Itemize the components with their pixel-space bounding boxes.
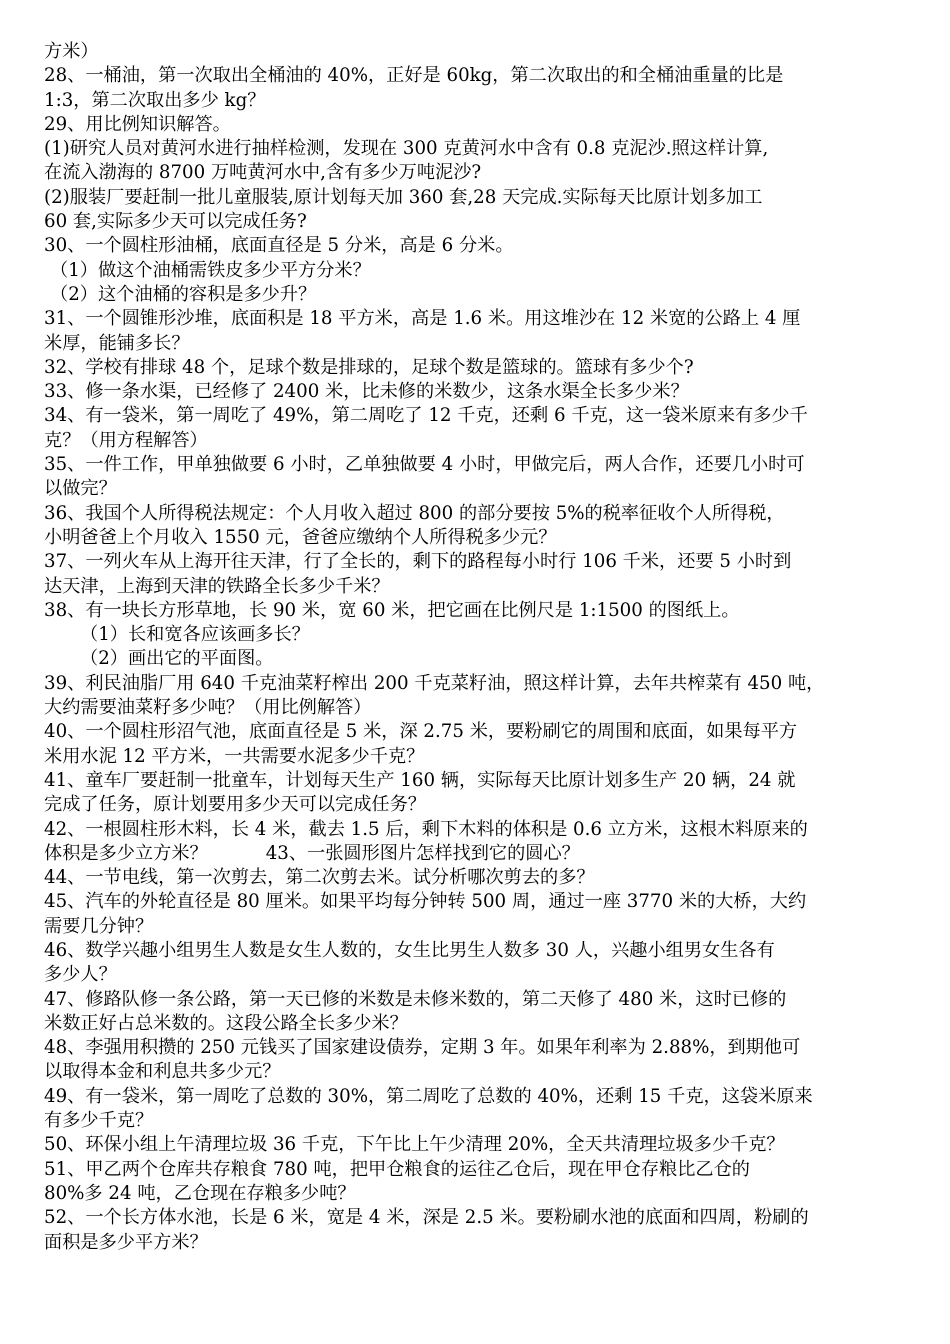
text-line: （1）长和宽各应该画多长？: [80, 624, 310, 646]
question-43: 43、一张圆形图片怎样找到它的圆心？: [265, 842, 580, 864]
text-line: 米数正好占总米数的。这段公路全长多少米？: [44, 1012, 408, 1034]
question-49: 49、有一袋米，第一周吃了总数的 30%，第二周吃了总数的 40%，还剩 15 千克，这袋米原来: [44, 1085, 813, 1107]
text-line: 米厚，能铺多长？: [44, 332, 190, 354]
text-line: 方米）: [44, 41, 99, 62]
question-41: 41、童车厂要赶制一批童车，计划每天生产 160 辆，实际每天比原计划多生产 20 辆，24 就: [44, 769, 796, 791]
question-36: 36、我国个人所得税法规定：个人月收入超过 800 的部分要按 5%的税率征收个人所得税，: [44, 502, 785, 524]
text-line: 在流入渤海的 8700 万吨黄河水中,含有多少万吨泥沙?: [44, 162, 482, 184]
text-line: 大约需要油菜籽多少吨？（用比例解答）: [44, 697, 372, 719]
question-40: 40、一个圆柱形沼气池，底面直径是 5 米，深 2.75 米，要粉刷它的周围和底面，如果每平方: [44, 721, 798, 743]
question-44: 44、一节电线，第一次剪去，第二次剪去米。试分析哪次剪去的多？: [44, 867, 595, 889]
question-35: 35、一件工作，甲单独做要 6 小时，乙单独做要 4 小时，甲做完后，两人合作，还要几小时可: [44, 454, 805, 476]
question-48: 48、李强用积攒的 250 元钱买了国家建设债券，定期 3 年。如果年利率为 2.88%，到期他可: [44, 1037, 801, 1059]
question-37: 37、一列火车从上海开往天津，行了全长的，剩下的路程每小时行 106 千米，还要 5 小时到: [44, 551, 792, 573]
text-line: 克？（用方程解答）: [44, 429, 208, 451]
question-39: 39、利民油脂厂用 640 千克油菜籽榨出 200 千克菜籽油，照这样计算，去年共榨菜有 450 吨，: [44, 672, 825, 694]
question-42: 42、一根圆柱形木料，长 4 米，截去 1.5 后，剩下木料的体积是 0.6 立方米，这根木料原来的: [44, 818, 808, 840]
text-line: 有多少千克？: [44, 1110, 154, 1132]
question-52: 52、一个长方体水池，长是 6 米，宽是 4 米，深是 2.5 米。要粉刷水池的底面和四周，粉刷的: [44, 1207, 809, 1229]
question-32: 32、学校有排球 48 个，足球个数是排球的，足球个数是篮球的。篮球有多少个?: [44, 356, 694, 378]
text-line: 小明爸爸上个月收入 1550 元，爸爸应缴纳个人所得税多少元？: [44, 526, 557, 548]
text-line: （2）这个油桶的容积是多少升？: [50, 283, 317, 305]
text-line: 多少人？: [44, 964, 117, 986]
question-34: 34、有一袋米，第一周吃了 49%，第二周吃了 12 千克，还剩 6 千克，这一袋米原来有多少千: [44, 405, 808, 427]
text-line: 1:3，第二次取出多少 kg？: [44, 89, 266, 111]
text-line: (2)服装厂要赶制一批儿童服装,原计划每天加 360 套,28 天完成.实际每天比原计划多加工: [44, 186, 763, 208]
question-29: 29、用比例知识解答。: [44, 113, 231, 135]
text-line: 面积是多少平方米？: [44, 1231, 208, 1253]
question-30: 30、一个圆柱形油桶，底面直径是 5 分米，高是 6 分米。: [44, 235, 514, 257]
text-line: 以取得本金和利息共多少元？: [44, 1061, 281, 1083]
question-33: 33、修一条水渠，已经修了 2400 米，比未修的米数少，这条水渠全长多少米？: [44, 381, 689, 403]
text-line: 60 套,实际多少天可以完成任务?: [44, 211, 307, 233]
question-51: 51、甲乙两个仓库共存粮食 780 吨，把甲仓粮食的运往乙仓后，现在甲仓存粮比乙仓的: [44, 1158, 750, 1180]
question-47: 47、修路队修一条公路，第一天已修的米数是未修米数的，第二天修了 480 米，这时已修的: [44, 988, 787, 1010]
question-46: 46、数学兴趣小组男生人数是女生人数的，女生比男生人数多 30 人，兴趣小组男女生各有: [44, 939, 775, 961]
text-line: 完成了任务，原计划要用多少天可以完成任务？: [44, 794, 426, 816]
question-28: 28、一桶油，第一次取出全桶油的 40%，正好是 60kg，第二次取出的和全桶油重量的比是: [44, 65, 784, 87]
text-line: [44, 842, 910, 866]
question-31: 31、一个圆锥形沙堆，底面积是 18 平方米，高是 1.6 米。用这堆沙在 12 米宽的公路上 4 厘: [44, 308, 801, 330]
text-line: (1)研究人员对黄河水进行抽样检测，发现在 300 克黄河水中含有 0.8 克泥沙.照这样计算,: [44, 138, 769, 160]
text-line: 80%多 24 吨，乙仓现在存粮多少吨？: [44, 1182, 356, 1204]
question-42-end: 体积是多少立方米？: [44, 842, 208, 864]
question-45: 45、汽车的外轮直径是 80 厘米。如果平均每分钟转 500 周，通过一座 3770 米的大桥，大约: [44, 891, 807, 913]
text-line: （2）画出它的平面图。: [80, 648, 274, 670]
question-50: 50、环保小组上午清理垃圾 36 千克，下午比上午少清理 20%，全天共清理垃圾多少千克？: [44, 1134, 785, 1156]
text-line: 达天津，上海到天津的铁路全长多少千米？: [44, 575, 390, 597]
text-line: 需要几分钟？: [44, 915, 154, 937]
question-38: 38、有一块长方形草地，长 90 米，宽 60 米，把它画在比例尺是 1:1500 的图纸上。: [44, 599, 740, 621]
text-line: （1）做这个油桶需铁皮多少平方分米？: [50, 259, 371, 281]
text-line: 米用水泥 12 平方米，一共需要水泥多少千克？: [44, 745, 425, 767]
text-line: 以做完？: [44, 478, 117, 500]
